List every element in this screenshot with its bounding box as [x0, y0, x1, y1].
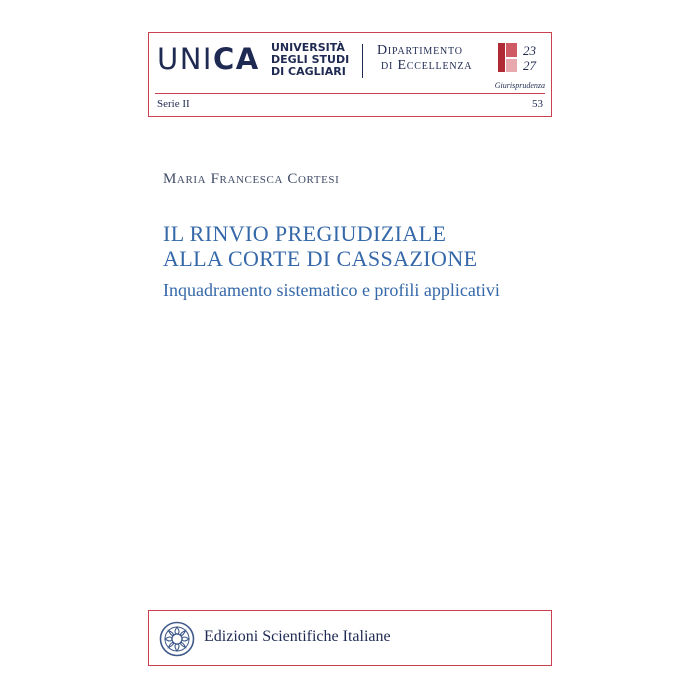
year-start: 23 [523, 43, 536, 58]
title-line: IL RINVIO PREGIUDIZIALE [163, 221, 447, 246]
author-name: Maria Francesca Cortesi [163, 171, 340, 187]
university-line: DEGLI STUDI [271, 53, 350, 66]
book-title [163, 221, 477, 271]
series-number: 53 [532, 98, 543, 110]
header-divider [362, 44, 363, 78]
publisher-name: Edizioni Scientifiche Italiane [204, 628, 391, 645]
unica-logo-light: UNI [157, 42, 213, 76]
department-line: Dipartimento [377, 43, 463, 58]
department-label [377, 43, 472, 73]
series-header-box [148, 32, 552, 117]
excellence-bars-icon [498, 43, 518, 73]
year-end: 27 [523, 58, 536, 73]
faculty-label: Giurisprudenza [494, 81, 545, 90]
series-label: Serie II [157, 98, 190, 110]
university-line: DI CAGLIARI [271, 65, 346, 78]
esi-ornament-icon [159, 621, 195, 657]
excellence-years [523, 43, 536, 73]
publisher-box [148, 610, 552, 666]
unica-logo-bold: CA [212, 42, 260, 76]
book-subtitle: Inquadramento sistematico e profili applicativi [163, 280, 500, 300]
university-line: UNIVERSITÀ [271, 41, 345, 54]
university-name [271, 42, 349, 78]
header-rule [155, 93, 545, 94]
title-line: ALLA CORTE DI CASSAZIONE [163, 246, 478, 271]
department-line: di Eccellenza [381, 58, 473, 73]
unica-logo [157, 42, 260, 76]
